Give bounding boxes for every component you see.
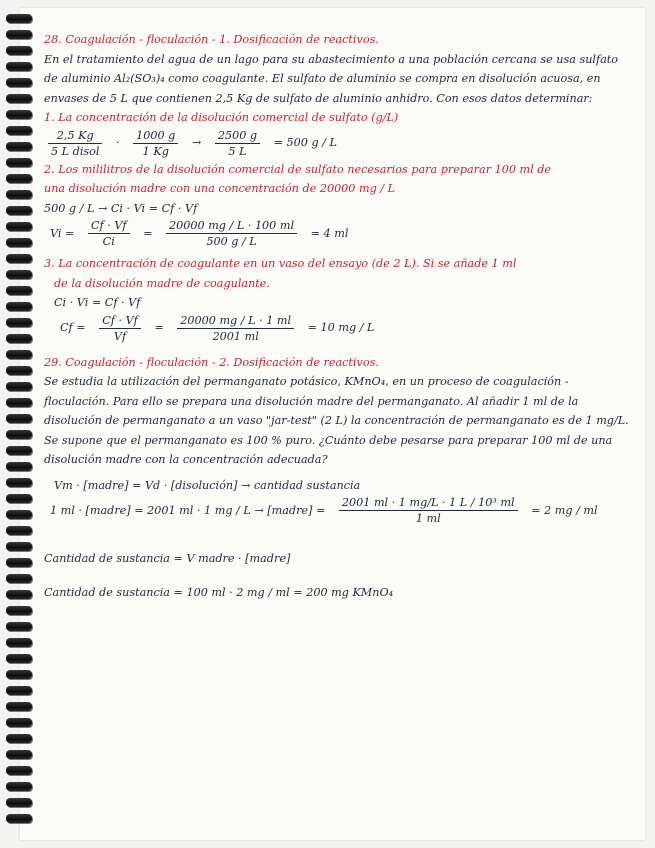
spiral-ring [6, 814, 32, 823]
spiral-ring [6, 446, 32, 455]
spiral-ring [6, 302, 32, 311]
spiral-ring [6, 350, 32, 359]
problem-29-statement: Se estudia la utilización del permanganato potásico, KMnO₄, en un proceso de coagulación - floculación. Para ello se prepara una disolución madre del permanganato. Al añadir 1 ml de la disolución de permanganato a un vaso "jar-test" (2 L) la concentración de permanganato es de 1 mg/L. Se supone que el permanganato es 100 % puro. ¿Cuánto debe pesarse para preparar 100 ml de una disolución madre con la concentración adecuada? [44, 375, 629, 466]
spiral-ring [6, 286, 32, 295]
spiral-ring [6, 238, 32, 247]
spiral-ring [6, 734, 32, 743]
spiral-ring [6, 702, 32, 711]
spiral-ring [6, 382, 32, 391]
spiral-ring [6, 622, 32, 631]
spiral-ring [6, 494, 32, 503]
spiral-ring [6, 558, 32, 567]
spiral-ring [6, 414, 32, 423]
equation-3: Cf = $\frac{Cf \cdot Vf}{Vf}$ = $\frac{20000 mg / L \cdot 1 ml}{2001 ml}$ = 10 mg / L [60, 313, 375, 343]
equation-2-line: 500 g / L → Ci · Vi = Cf · Vf [44, 201, 198, 215]
spiral-ring [6, 590, 32, 599]
spiral-ring [6, 462, 32, 471]
result: = 500 g / L [273, 136, 337, 150]
handwritten-notes [44, 30, 632, 602]
fraction: $\frac{20000 mg / L \cdot 100 ml}{500 g / L}$ [166, 218, 297, 249]
spiral-ring [6, 542, 32, 551]
spiral-ring [6, 270, 32, 279]
spiral-ring [6, 222, 32, 231]
spiral-ring [6, 750, 32, 759]
spiral-ring [6, 318, 32, 327]
fraction: $\frac{2500 g}{5 L}$ [215, 128, 260, 159]
spiral-ring [6, 334, 32, 343]
equation-2: Vi = $\frac{Cf \cdot Vf}{Ci}$ = $\frac{20000 mg / L \cdot 100 ml}{500 g / L}$ = 4 ml [50, 219, 349, 248]
problem-29-title: 29. Coagulación - floculación - 2. Dosificación de reactivos. [44, 355, 379, 369]
spiral-ring [6, 366, 32, 375]
fraction: $\frac{1000 g}{1 Kg}$ [133, 128, 178, 159]
question-1: 1. La concentración de la disolución comercial de sulfato (g/L) [44, 111, 399, 124]
result: = 4 ml [310, 226, 349, 240]
spiral-ring [6, 158, 32, 167]
spiral-ring [6, 718, 32, 727]
spiral-ring [6, 62, 32, 71]
spiral-ring [6, 30, 32, 39]
spiral-ring [6, 782, 32, 791]
fraction: $\frac{2,5 Kg}{\text{5 L disol}}$ [48, 128, 102, 159]
question-3-line-2: de la disolución madre de coagulante. [54, 276, 270, 290]
equation-1: $\frac{2,5 Kg}{\text{5 L disol}}$ · $\frac{1000 g}{1 Kg}$ → $\frac{2500 g}{5 L}$ = 500 g / L [44, 128, 632, 154]
spiral-ring [6, 510, 32, 519]
spiral-ring [6, 430, 32, 439]
equation-29-2: 1 ml · [madre] = 2001 ml · 1 mg / L → [madre] = $\frac{\text{2001 ml · 1 mg/L · 1 L / 10³ ml}}{1 ml}$ = 2 mg / ml [50, 496, 598, 525]
spiral-ring [6, 798, 32, 807]
spiral-ring [6, 670, 32, 679]
question-2-line-1: 2. Los mililitros de la disolución comercial de sulfato necesarios para preparar 100 ml de [44, 162, 552, 176]
spiral-ring [6, 78, 32, 87]
equation-29-1: Vm · [madre] = Vd · [disolución] → cantidad sustancia [54, 478, 361, 492]
equation-29-4: Cantidad de sustancia = 100 ml · 2 mg / ml = 200 mg KMnO₄ [44, 585, 394, 599]
spiral-ring [6, 126, 32, 135]
spiral-binding [6, 14, 34, 834]
spiral-ring [6, 526, 32, 535]
question-2-line-2: una disolución madre con una concentración de 20000 mg / L [44, 182, 396, 195]
problem-28-title: 28. Coagulación - floculación - 1. Dosificación de reactivos. [44, 33, 379, 46]
spiral-ring [6, 606, 32, 615]
spiral-ring [6, 398, 32, 407]
spiral-ring [6, 686, 32, 695]
spiral-ring [6, 110, 32, 119]
fraction: $\frac{20000 mg / L \cdot 1 ml}{2001 ml}$ [177, 313, 294, 344]
spiral-ring [6, 478, 32, 487]
spiral-ring [6, 174, 32, 183]
result: = 2 mg / ml [531, 503, 598, 517]
spiral-ring [6, 142, 32, 151]
spiral-ring [6, 574, 32, 583]
spiral-ring [6, 766, 32, 775]
spiral-ring [6, 14, 32, 23]
spiral-ring [6, 94, 32, 103]
spiral-ring [6, 46, 32, 55]
spiral-ring [6, 190, 32, 199]
spiral-ring [6, 654, 32, 663]
result: = 10 mg / L [307, 321, 375, 335]
spiral-ring [6, 638, 32, 647]
fraction: $\frac{\text{2001 ml · 1 mg/L · 1 L / 10³ ml}}{1 ml}$ [339, 495, 518, 526]
problem-28-statement: En el tratamiento del agua de un lago para su abastecimiento a una población cercana se usa sulfato de aluminio Al₂(SO₃)₄ como coagulante. El sulfato de aluminio se compra en disolución acuosa, en envases de 5 L que contienen 2,5 Kg de sulfato de aluminio anhidro. Con esos datos determinar: [44, 52, 619, 105]
equation-29-3: Cantidad de sustancia = V madre · [madre] [44, 552, 291, 565]
spiral-ring [6, 254, 32, 263]
fraction: $\frac{Cf \cdot Vf}{Ci}$ [88, 218, 130, 249]
equation-3-line: Ci · Vi = Cf · Vf [54, 296, 141, 309]
question-3-line-1: 3. La concentración de coagulante en un vaso del ensayo (de 2 L). Si se añade 1 ml [44, 257, 517, 270]
spiral-ring [6, 206, 32, 215]
fraction: $\frac{Cf \cdot Vf}{Vf}$ [99, 313, 141, 344]
